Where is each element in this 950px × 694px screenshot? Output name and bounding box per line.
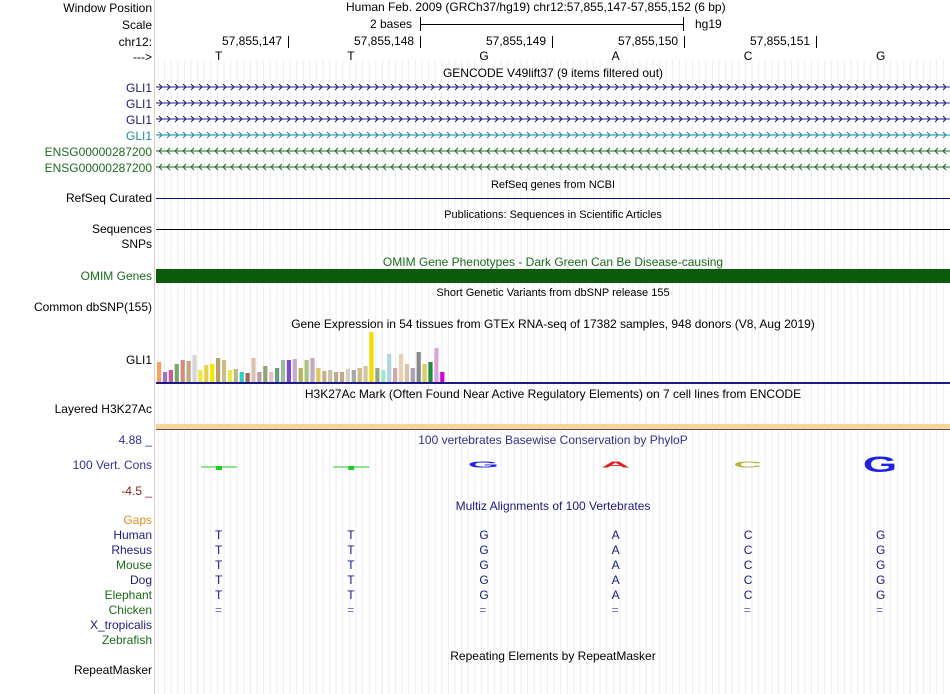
scale-label: Scale (121, 18, 152, 32)
gtex-tissue-bar (299, 368, 303, 382)
multiz-base: = (215, 603, 223, 617)
base-letter: A (611, 49, 620, 63)
multiz-base: T (347, 573, 355, 587)
multiz-base: T (347, 543, 355, 557)
gencode-title: GENCODE V49lift37 (9 items filtered out) (442, 66, 664, 80)
conservation-track[interactable] (156, 450, 950, 480)
gencode-item-label[interactable]: GLI1 (125, 113, 152, 127)
position-tick (816, 36, 817, 48)
multiz-base: A (611, 558, 620, 572)
gtex-tissue-bar (246, 373, 250, 382)
gencode-item-label[interactable]: ENSG00000287200 (44, 161, 152, 175)
gencode-item-label[interactable]: GLI1 (125, 129, 152, 143)
conservation-glyph (733, 461, 762, 470)
gencode-transcript[interactable] (156, 114, 950, 124)
gtex-tissue-bar (316, 368, 320, 382)
repeat-label[interactable]: RepeatMasker (73, 663, 152, 677)
gtex-tissue-bar (204, 365, 208, 382)
gtex-tissue-bar (310, 358, 314, 382)
multiz-species-label[interactable]: Dog (129, 573, 152, 587)
conservation-base-glyph: G (467, 460, 499, 470)
snps-label[interactable]: SNPs (121, 237, 152, 251)
gtex-bar-chart[interactable] (156, 332, 950, 385)
omim-bar[interactable] (156, 269, 950, 283)
strand-label: ---> (133, 50, 152, 64)
refseq-title: RefSeq genes from NCBI (490, 179, 616, 191)
position-tick-label: 57,855,150 (618, 34, 679, 48)
position-tick (552, 36, 553, 48)
gtex-tissue-bar (381, 370, 385, 382)
gtex-tissue-bar (358, 368, 362, 382)
multiz-base: C (743, 573, 753, 587)
gtex-tissue-bar (322, 371, 326, 382)
base-letter: C (743, 49, 753, 63)
multiz-base: T (215, 573, 223, 587)
gtex-tissue-bar (369, 332, 373, 382)
multiz-species-label[interactable]: Rhesus (111, 543, 152, 557)
pubs-line (156, 229, 950, 230)
gtex-tissue-bar (405, 364, 409, 382)
gtex-tissue-bar (251, 358, 255, 382)
gtex-tissue-bar (169, 370, 173, 382)
repeat-title: Repeating Elements by RepeatMasker (450, 649, 656, 663)
multiz-base: A (611, 573, 620, 587)
gencode-transcript[interactable] (156, 82, 950, 92)
multiz-species-label[interactable]: Chicken (108, 603, 152, 617)
h3k27ac-baseline (156, 429, 950, 430)
multiz-species-label[interactable]: Zebrafish (101, 633, 152, 647)
gtex-tissue-bar (228, 370, 232, 382)
multiz-base: = (479, 603, 487, 617)
multiz-species-label[interactable]: Human (113, 528, 152, 542)
multiz-title: Multiz Alignments of 100 Vertebrates (455, 499, 651, 513)
gtex-tissue-bar (293, 359, 297, 382)
pubs-label[interactable]: Sequences (91, 222, 152, 236)
multiz-base: = (611, 603, 619, 617)
multiz-base: T (347, 558, 355, 572)
multiz-species-label[interactable]: Mouse (115, 558, 152, 572)
gtex-tissue-bar (263, 366, 267, 382)
multiz-base: T (215, 543, 223, 557)
h3k27ac-title: H3K27Ac Mark (Often Found Near Active Regulatory Elements) on 7 cell lines from ENCODE (304, 387, 802, 401)
multiz-base: T (215, 558, 223, 572)
gencode-item-label[interactable]: GLI1 (125, 81, 152, 95)
multiz-base: T (215, 528, 223, 542)
conservation-glyph (333, 466, 369, 470)
pubs-title: Publications: Sequences in Scientific Articles (444, 209, 662, 221)
cons-ymax: 4.88 _ (118, 433, 152, 447)
position-tick (420, 36, 421, 48)
gtex-tissue-bar (275, 368, 279, 382)
conservation-base-glyph: C (733, 460, 763, 470)
gencode-transcript[interactable] (156, 98, 950, 108)
gencode-item-label[interactable]: GLI1 (125, 97, 152, 111)
assembly-label: hg19 (695, 17, 722, 31)
conservation-glyph (201, 466, 237, 470)
label-separator (154, 0, 155, 694)
gencode-transcript[interactable] (156, 130, 950, 140)
multiz-base: C (743, 588, 753, 602)
multiz-base: G (876, 528, 886, 542)
base-letter: T (347, 49, 355, 63)
h3k27ac-label[interactable]: Layered H3K27Ac (54, 402, 152, 416)
multiz-base: G (479, 573, 489, 587)
dbsnp-title: Short Genetic Variants from dbSNP release 155 (436, 287, 670, 299)
base-letter: G (876, 49, 886, 63)
chrom-label: chr12: (118, 35, 152, 49)
multiz-base: A (611, 528, 620, 542)
omim-title: OMIM Gene Phenotypes - Dark Green Can Be Disease-causing (382, 255, 724, 269)
scale-text: 2 bases (370, 17, 413, 31)
base-letters (0, 49, 950, 63)
gtex-tissue-bar (216, 358, 220, 382)
gtex-tissue-bar (340, 372, 344, 382)
cons-ymin: -4.5 _ (121, 484, 152, 498)
position-tick-label: 57,855,147 (222, 34, 283, 48)
position-tick-label: 57,855,149 (486, 34, 547, 48)
gencode-transcript[interactable] (156, 162, 950, 172)
multiz-base: C (743, 543, 753, 557)
dbsnp-label[interactable]: Common dbSNP(155) (33, 300, 152, 314)
gtex-tissue-bar (305, 360, 309, 382)
multiz-base: A (611, 543, 620, 557)
conservation-glyph (468, 461, 499, 470)
refseq-label[interactable]: RefSeq Curated (65, 191, 152, 205)
multiz-base: = (743, 603, 751, 617)
gtex-tissue-bar (352, 370, 356, 382)
gtex-tissue-bar (210, 364, 214, 382)
gencode-transcript[interactable] (156, 146, 950, 156)
gtex-tissue-bar (393, 368, 397, 382)
gaps-label[interactable]: Gaps (123, 513, 152, 527)
multiz-base: G (876, 543, 886, 557)
multiz-base: G (876, 558, 886, 572)
scale-bar (420, 17, 684, 31)
omim-label[interactable]: OMIM Genes (80, 269, 152, 283)
conservation-base-glyph: G (862, 453, 898, 478)
cons-label[interactable]: 100 Vert. Cons (72, 458, 152, 472)
multiz-base: = (876, 603, 884, 617)
multiz-base: G (479, 558, 489, 572)
multiz-base: G (876, 573, 886, 587)
base-letter: G (479, 49, 489, 63)
gtex-tissue-bar (423, 364, 427, 382)
multiz-species-label[interactable]: X_tropicalis (89, 618, 152, 632)
gtex-tissue-bar (181, 360, 185, 382)
multiz-base: G (479, 528, 489, 542)
gtex-title: Gene Expression in 54 tissues from GTEx RNA-seq of 17382 samples, 948 donors (V8, Aug 2019) (291, 317, 815, 331)
gtex-tissue-bar (411, 368, 415, 382)
gtex-tissue-bar (434, 348, 438, 382)
gtex-tissue-bar (240, 372, 244, 382)
window-position-title: Human Feb. 2009 (GRCh37/hg19) chr12:57,855,147-57,855,152 (6 bp) (346, 0, 726, 14)
conservation-glyph (863, 453, 897, 477)
multiz-base: G (479, 588, 489, 602)
gtex-label[interactable]: GLI1 (125, 353, 152, 367)
position-tick-label: 57,855,151 (750, 34, 811, 48)
gtex-tissue-bar (399, 354, 403, 382)
gtex-tissue-bar (175, 364, 179, 382)
gtex-tissue-bar (334, 372, 338, 382)
gtex-tissue-bar (163, 372, 167, 382)
multiz-base: G (479, 543, 489, 557)
cons-title: 100 vertebrates Basewise Conservation by PhyloP (418, 433, 688, 447)
multiz-base: C (743, 558, 753, 572)
gtex-tissue-bar (222, 360, 226, 382)
gtex-tissue-bar (417, 352, 421, 382)
gtex-tissue-bar (187, 361, 191, 382)
gtex-tissue-bar (375, 368, 379, 382)
gtex-tissue-bar (387, 354, 391, 382)
conservation-base-glyph: A (601, 460, 631, 470)
gtex-tissue-bar (192, 355, 196, 382)
multiz-species-label[interactable]: Elephant (104, 588, 152, 602)
multiz-base: T (347, 528, 355, 542)
position-tick (684, 36, 685, 48)
gtex-tissue-bar (428, 362, 432, 382)
multiz-base: = (347, 603, 355, 617)
gtex-tissue-bar (287, 360, 291, 382)
gtex-tissue-bar (234, 369, 238, 382)
gencode-item-label[interactable]: ENSG00000287200 (44, 145, 152, 159)
gtex-tissue-bar (364, 366, 368, 382)
gtex-tissue-bar (440, 372, 444, 382)
position-tick (288, 36, 289, 48)
multiz-base: C (743, 528, 753, 542)
gtex-tissue-bar (346, 369, 350, 382)
base-letter: T (215, 49, 223, 63)
position-tick-label: 57,855,148 (354, 34, 415, 48)
gtex-tissue-bar (269, 372, 273, 382)
position-ruler (0, 34, 950, 50)
multiz-base: T (347, 588, 355, 602)
refseq-line (156, 198, 950, 199)
gtex-tissue-bar (257, 372, 261, 382)
multiz-base: T (215, 588, 223, 602)
gtex-tissue-bar (198, 370, 202, 382)
multiz-base: G (876, 588, 886, 602)
multiz-base: A (611, 588, 620, 602)
conservation-glyph (601, 461, 630, 470)
window-position-label: Window Position (63, 1, 152, 15)
gtex-tissue-bar (157, 362, 161, 382)
gtex-tissue-bar (281, 360, 285, 382)
gtex-tissue-bar (328, 370, 332, 382)
